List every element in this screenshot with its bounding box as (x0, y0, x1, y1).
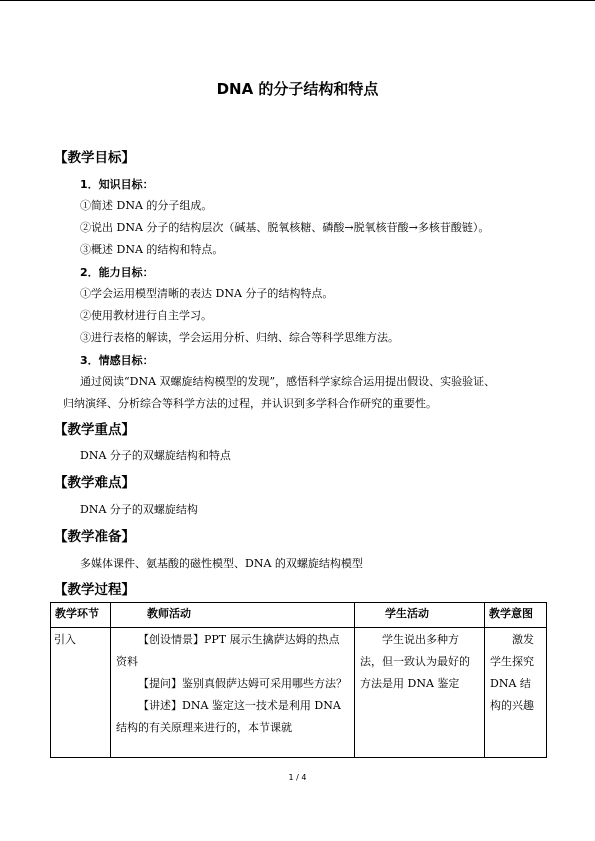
difficulty-text: DNA 分子的双螺旋结构 (80, 503, 198, 516)
knowledge-item-2: ②说出 DNA 分子的结构层次（碱基、脱氧核糖、磷酸→脱氧核苷酸→多核苷酸链）。 (80, 221, 490, 234)
ability-item-3: ③进行表格的解读，学会运用分析、归纳、综合等科学思维方法。 (80, 331, 399, 344)
table-header-row (51, 603, 547, 628)
cell-stage: 引入 (51, 628, 111, 758)
col-header-teacher: 教师活动 (111, 603, 355, 628)
header-rule (0, 0, 595, 1)
cell-intent (485, 628, 547, 758)
knowledge-item-3: ③概述 DNA 的结构和特点。 (80, 243, 224, 256)
emotion-objective-label: 3．情感目标： (80, 354, 154, 367)
knowledge-objective-label: 1．知识目标： (80, 178, 154, 191)
knowledge-item-1: ①简述 DNA 的分子组成。 (80, 199, 213, 212)
emotion-text-line-1: 通过阅读“DNA 双螺旋结构模型的发现”，感悟科学家综合运用提出假设、实验验证、 (80, 375, 496, 388)
key-point-heading: 【教学重点】 (54, 422, 135, 438)
process-heading: 【教学过程】 (54, 582, 135, 598)
page-number: 1 / 4 (288, 773, 307, 782)
teacher-activity-2: 【提问】鉴别真假萨达姆可采用哪些方法？ (138, 677, 347, 690)
difficulty-heading: 【教学难点】 (54, 475, 135, 491)
preparation-heading: 【教学准备】 (54, 529, 135, 545)
objectives-heading: 【教学目标】 (54, 150, 135, 166)
teacher-activity-1: 【创设情景】PPT 展示生擒萨达姆的热点资料 (116, 633, 340, 668)
cell-teacher (111, 628, 355, 758)
table-row (51, 628, 547, 758)
teaching-intent: 激发学生探究 DNA 结构的兴趣 (490, 633, 534, 712)
ability-item-2: ②使用教材进行自主学习。 (80, 309, 212, 322)
col-header-stage: 教学环节 (51, 603, 111, 628)
teacher-activity-3: 【讲述】DNA 鉴定这一技术是利用 DNA 结构的有关原理来进行的，本节课就 (116, 699, 341, 734)
preparation-text: 多媒体课件、氨基酸的磁性模型、DNA 的双螺旋结构模型 (80, 557, 363, 570)
ability-item-1: ①学会运用模型清晰的表达 DNA 分子的结构特点。 (80, 287, 334, 300)
cell-student (355, 628, 485, 758)
emotion-text-line-2: 归纳演绎、分析综合等科学方法的过程，并认识到多学科合作研究的重要性。 (63, 397, 437, 410)
ability-objective-label: 2．能力目标： (80, 266, 154, 279)
student-activity: 学生说出多种方法，但一致认为最好的方法是用 DNA 鉴定 (360, 633, 470, 690)
col-header-student: 学生活动 (355, 603, 485, 628)
col-header-intent: 教学意图 (485, 603, 547, 628)
page-title: DNA 的分子结构和特点 (216, 80, 379, 98)
key-point-text: DNA 分子的双螺旋结构和特点 (80, 449, 231, 462)
process-table (50, 602, 547, 758)
